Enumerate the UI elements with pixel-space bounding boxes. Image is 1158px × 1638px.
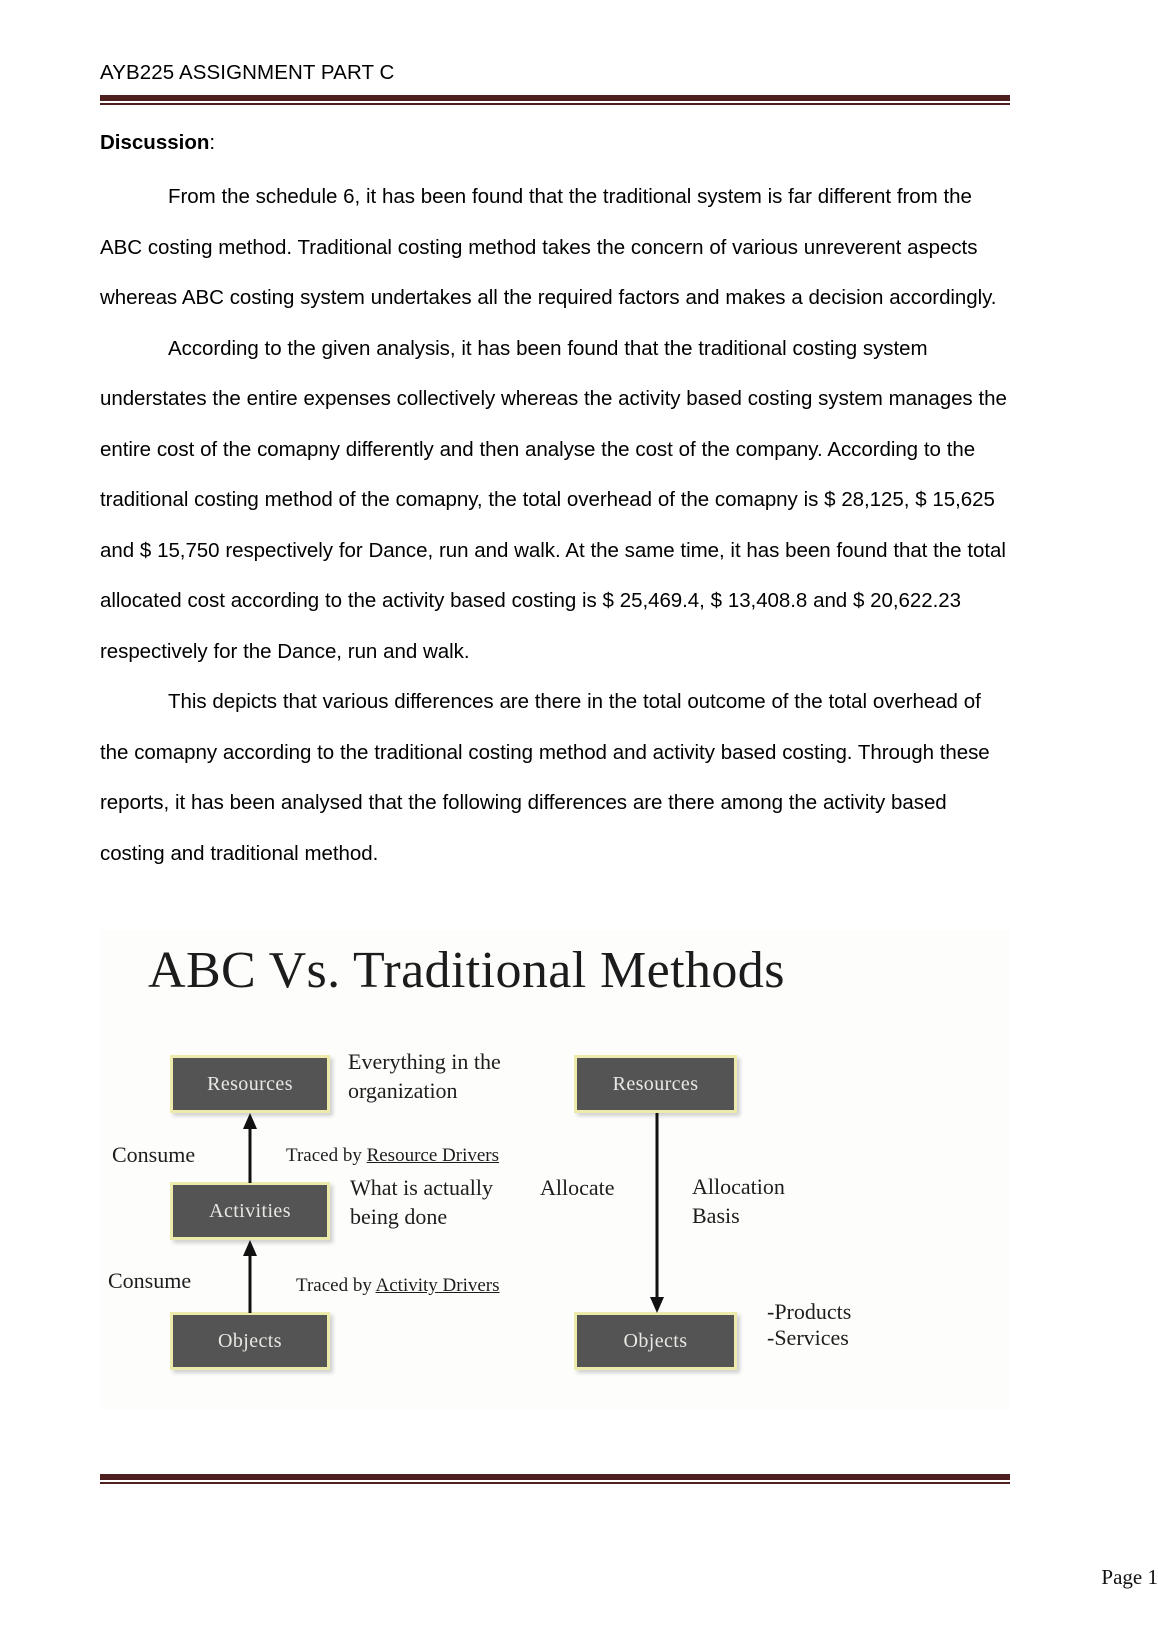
- traditional-allocate-label: Allocate: [540, 1175, 615, 1200]
- abc-node-activities-label: Activities: [209, 1199, 291, 1222]
- abc-description-activities: What is actually being done: [350, 1175, 493, 1229]
- arrow-activities-to-resources: [241, 1113, 259, 1183]
- page-footer: [100, 1474, 1010, 1484]
- section-heading: [100, 128, 1010, 158]
- abc-traced-by-activity-drivers: [296, 1272, 500, 1299]
- traditional-output-services: -Services: [767, 1325, 849, 1350]
- abc-consume-label-lower: Consume: [108, 1268, 192, 1293]
- abc-traced-by-resource-drivers: [286, 1142, 499, 1169]
- section-heading-text: Discussion: [100, 131, 210, 154]
- page-number: Page 1: [1101, 1565, 1158, 1589]
- figure-canvas: [100, 1020, 1010, 1410]
- abc-description-resources: Everything in the organization: [348, 1049, 501, 1103]
- figure-abc-vs-traditional: [100, 930, 1010, 1410]
- header-title: AYB225 ASSIGNMENT PART C: [100, 61, 395, 84]
- abc-node-objects: [170, 1312, 330, 1370]
- footer-rule-thick: [100, 1474, 1010, 1480]
- abc-consume-label-upper: Consume: [112, 1142, 196, 1167]
- figure-title: ABC Vs. Traditional Methods: [148, 942, 785, 999]
- traditional-allocation-basis-label: Allocation Basis: [692, 1174, 785, 1228]
- paragraph-1: From the schedule 6, it has been found that the traditional system is far different from the ABC costing method. Traditional costing method takes the concern of various unreverent aspects whereas ABC costing system undertakes all the required factors and makes a decision accordingly.: [100, 185, 997, 309]
- page-header: [100, 60, 1010, 105]
- section-heading-colon: :: [209, 131, 216, 154]
- abc-node-objects-label: Objects: [218, 1329, 282, 1352]
- paragraph-2: According to the given analysis, it has been found that the traditional costing system understates the entire expenses collectively whereas the activity based costing system manages the entire cost of the comapny differently and then analyse the cost of the company. According to the traditional costing method of the comapny, the total overhead of the comapny is $ 28,125, $ 15,625 and $ 15,750 respectively for Dance, run and walk. At the same time, it has been found that the total allocated cost according to the activity based costing is $ 25,469.4, $ 13,408.8 and $ 20,622.23 respectively for the Dance, run and walk.: [100, 336, 1007, 663]
- traditional-node-resources: [574, 1055, 737, 1113]
- resource-drivers-label: Resource Drivers: [366, 1145, 500, 1166]
- arrow-objects-to-activities: [241, 1240, 259, 1313]
- activity-drivers-label: Activity Drivers: [375, 1275, 500, 1296]
- traced-prefix-activity: Traced by: [296, 1275, 376, 1296]
- abc-node-resources-label: Resources: [207, 1072, 293, 1095]
- arrow-resources-to-objects: [648, 1113, 666, 1313]
- traditional-node-resources-label: Resources: [612, 1072, 699, 1095]
- abc-node-resources: [170, 1055, 330, 1113]
- traditional-node-objects-label: Objects: [623, 1329, 688, 1352]
- document-body: [100, 128, 1010, 879]
- footer-rule-thin: [100, 1482, 1010, 1484]
- traditional-node-objects: [574, 1312, 737, 1370]
- header-rule-thin: [100, 103, 1010, 105]
- header-rule-thick: [100, 95, 1010, 101]
- traditional-output-products: -Products: [767, 1299, 852, 1324]
- abc-node-activities: [170, 1182, 330, 1240]
- paragraph-3: This depicts that various differences are there in the total outcome of the total overhead of the comapny according to the traditional costing method and activity based costing. Through these reports, it has been analysed that the following differences are there among the activity based costing and traditional method.: [100, 690, 990, 865]
- traced-prefix-resource: Traced by: [286, 1145, 367, 1166]
